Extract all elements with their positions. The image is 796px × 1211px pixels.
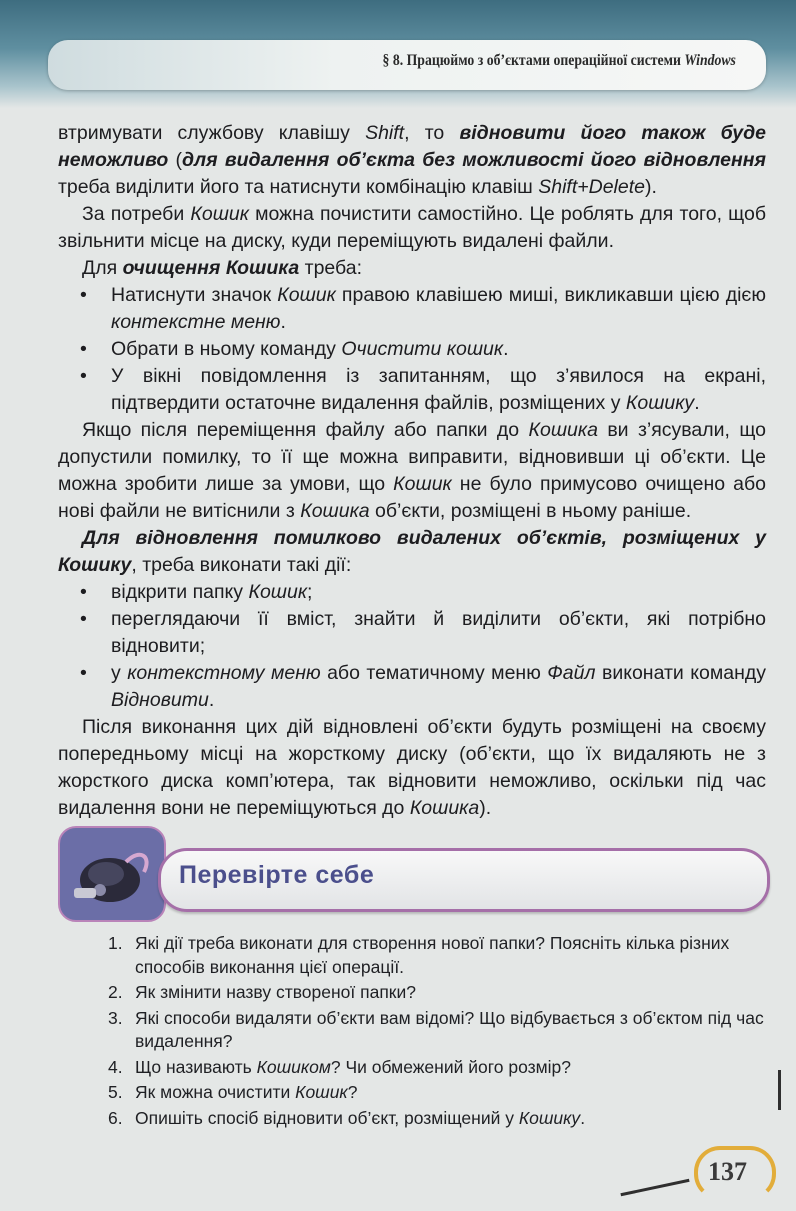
- text-run: .: [580, 1107, 586, 1128]
- paragraph-2: [58, 201, 766, 255]
- text-run: Які дії треба виконати для створення нової папки? Поясніть кілька різних способів виконання цієї операції.: [135, 933, 730, 977]
- check-yourself-title: Перевірте себе: [179, 861, 375, 889]
- text-run: ? Чи обмежений його розмір?: [330, 1056, 572, 1077]
- text-run: .: [208, 689, 215, 711]
- text-run: втримувати службову клавішу: [58, 122, 366, 144]
- text-run: , то: [404, 122, 460, 144]
- text-run: ?: [347, 1082, 358, 1102]
- text-run: Якщо після переміщення файлу або папки до: [82, 419, 529, 441]
- list-item: [58, 336, 766, 363]
- text-run: Кошик: [295, 1082, 348, 1102]
- decorative-line: [778, 1070, 781, 1110]
- question-number: 2.: [108, 982, 123, 1002]
- question-number: 3.: [108, 1007, 123, 1028]
- section-title-windows: Windows: [684, 52, 736, 69]
- list-item: [58, 660, 766, 714]
- text-run: або тематичному меню: [320, 662, 548, 684]
- text-run: у: [111, 662, 128, 684]
- list-item: [58, 579, 766, 606]
- restore-steps-list: [58, 579, 766, 714]
- text-run: У вікні повідомлення із запитанням, що з’явилося на екрані, підтвердити остаточне видалення файлів, розміщених у: [111, 365, 766, 414]
- question-item: [108, 981, 768, 1005]
- text-run: контекстному меню: [127, 662, 321, 684]
- question-number: 6.: [108, 1107, 123, 1128]
- paragraph-5: [58, 525, 766, 579]
- question-item: [108, 1007, 768, 1054]
- text-run: Кошика: [409, 797, 480, 819]
- text-run: Очистити кошик: [341, 338, 504, 360]
- text-run: , треба виконати такі дії:: [131, 554, 352, 576]
- text-run: .: [694, 392, 700, 414]
- text-run: Файл: [547, 662, 596, 684]
- text-run: Кошику: [518, 1107, 581, 1128]
- text-run: треба виділити його та натиснути комбінацію клавіш: [58, 176, 539, 198]
- text-run: ;: [307, 581, 313, 603]
- text-run: правою клавішею миші, викликавши цією дією: [335, 284, 766, 306]
- text-run: Як змінити назву створеної папки?: [135, 982, 416, 1002]
- paragraph-1: [58, 120, 766, 201]
- question-text: [135, 982, 416, 1002]
- section-title: [383, 52, 736, 70]
- text-run: Після виконання цих дій відновлені об’єкти будуть розміщені на своєму попередньому місці на жорсткому диску (об’єкти, що їх видаляють не з жорсткого диска комп’ютера, так відновити неможливо, оскільки під час видалення вони не переміщуються до: [58, 716, 766, 819]
- section-header: [48, 40, 766, 90]
- text-run: Кошика: [528, 419, 598, 441]
- paragraph-6: [58, 714, 766, 822]
- text-run: (: [168, 149, 182, 171]
- text-run: можна почистити самостійно. Це роблять для того, щоб звільнити місце на диску, куди переміщують видалені файли.: [58, 203, 766, 252]
- text-run: об’єкти, розміщені в ньому раніше.: [369, 500, 692, 522]
- question-number: 4.: [108, 1056, 123, 1077]
- text-run: .: [503, 338, 509, 360]
- text-run: треба:: [299, 257, 363, 279]
- text-run: Відновити: [111, 689, 209, 711]
- main-text: [58, 120, 766, 822]
- text-run: Які способи видаляти об’єкти вам відомі? Що відбувається з об’єктом під час видалення?: [135, 1007, 764, 1051]
- text-run: Натиснути значок: [111, 284, 278, 306]
- text-run: Що називають: [135, 1056, 257, 1077]
- text-run: виконати команду: [595, 662, 767, 684]
- cleanup-steps-list: [58, 282, 766, 417]
- text-run: ).: [479, 797, 492, 819]
- question-text: [135, 1082, 357, 1102]
- paragraph-3: [58, 255, 766, 282]
- text-run: Кошиком: [256, 1056, 331, 1077]
- text-run: Як можна очистити: [135, 1082, 296, 1102]
- question-item: [108, 1056, 768, 1080]
- text-run: Кошик: [190, 203, 249, 225]
- question-text: [135, 1108, 585, 1128]
- question-item: [108, 1081, 768, 1105]
- text-run: Кошик: [277, 284, 336, 306]
- text-run: Кошика: [300, 500, 370, 522]
- text-run: Для відновлення помилково видалених об’єктів, розміщених у Кошику: [58, 527, 766, 576]
- text-run: не було примусово очищено або нові файли не витіснили з: [58, 473, 766, 522]
- page-number-badge: [694, 1146, 772, 1196]
- text-run: Shift: [365, 122, 405, 144]
- list-item: [58, 606, 766, 660]
- text-run: переглядаючи її вміст, знайти й виділити об’єкти, які потрібно відновити;: [111, 608, 766, 657]
- text-run: відкрити папку: [111, 581, 249, 603]
- question-text: [135, 1057, 571, 1077]
- text-run: контекстне меню: [111, 311, 281, 333]
- question-text: [135, 1008, 764, 1052]
- page-number: 137: [708, 1157, 747, 1186]
- text-run: .: [280, 311, 286, 333]
- decorative-line: [620, 1179, 689, 1196]
- text-run: Опишіть спосіб відновити об’єкт, розміщений у: [135, 1107, 519, 1128]
- check-section-icon-box: [58, 826, 166, 922]
- paragraph-4: [58, 417, 766, 525]
- question-text: [135, 933, 729, 977]
- section-title-text: § 8. Працюймо з об’єктами операційної системи: [382, 52, 685, 69]
- text-run: Кошику: [625, 392, 695, 414]
- text-run: очищення Кошика: [122, 257, 300, 279]
- question-item: [108, 932, 768, 979]
- text-run: ).: [645, 176, 657, 198]
- text-run: Shift+Delete: [538, 176, 645, 198]
- mouse-icon: [60, 828, 164, 920]
- text-run: Кошик: [248, 581, 308, 603]
- text-run: для видалення об’єкта без можливості його відновлення: [181, 149, 766, 171]
- question-item: [108, 1107, 768, 1131]
- question-number: 1.: [108, 933, 123, 953]
- text-run: Обрати в ньому команду: [111, 338, 342, 360]
- list-item: [58, 282, 766, 336]
- text-run: За потреби: [82, 203, 191, 225]
- text-run: ви з’ясували, що допустили помилку, то її ще можна виправити, відновивши ці об’єкти. Це можна зробити лише за умови, що: [58, 419, 767, 495]
- question-number: 5.: [108, 1082, 123, 1102]
- questions-list: [108, 932, 768, 1132]
- text-run: відновити його також буде неможливо: [58, 122, 766, 171]
- check-yourself-banner: [158, 848, 770, 912]
- text-run: Для: [82, 257, 123, 279]
- list-item: [58, 363, 766, 417]
- text-run: Кошик: [393, 473, 452, 495]
